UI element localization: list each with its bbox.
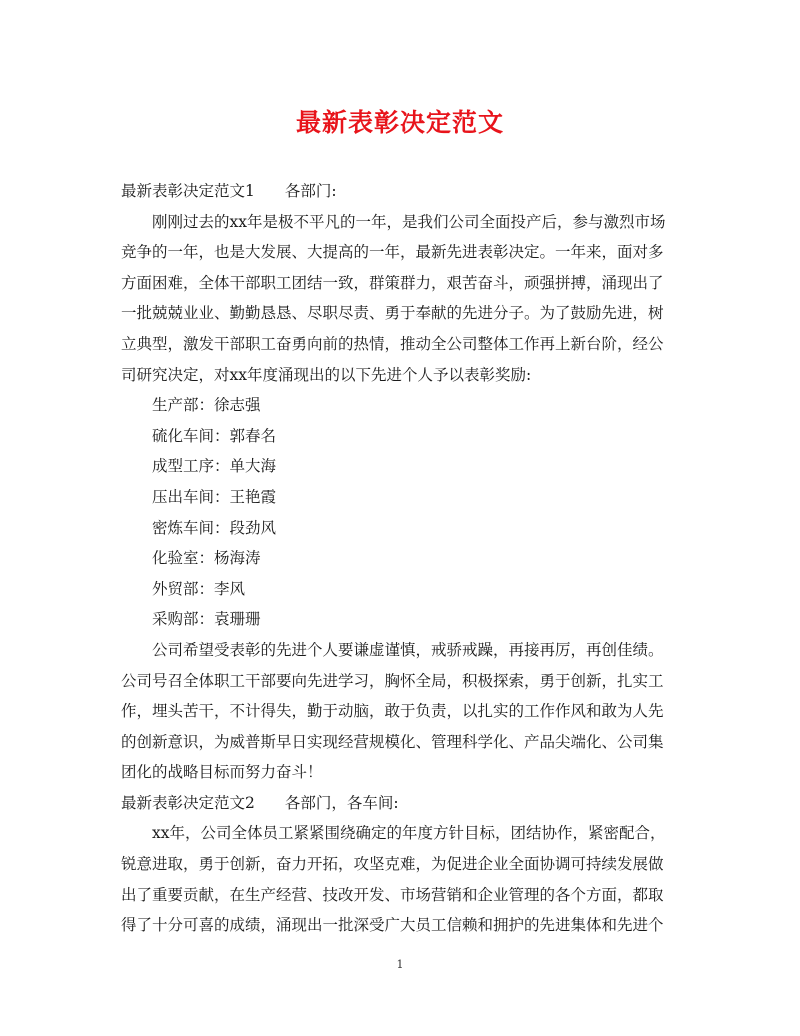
document-title: 最新表彰决定范文 — [295, 108, 504, 137]
paragraph-line: 司研究决定，对xx年度涌现出的以下先进个人予以表彰奖励: — [121, 365, 532, 384]
paragraph-line: 出了重要贡献，在生产经营、技改开发、市场营销和企业管理的各个方面，都取 — [121, 885, 664, 904]
award-item: 成型工序：单大海 — [152, 457, 277, 476]
award-item: 压出车间：王艳霞 — [152, 487, 277, 506]
award-item: 采购部：袁珊珊 — [152, 610, 261, 629]
section-heading — [121, 788, 681, 819]
paragraph-line: 方面困难，全体干部职工团结一致，群策群力，艰苦奋斗，顽强拼搏，涌现出了 — [121, 273, 664, 292]
paragraph-line: 作，埋头苦干，不计得失，勤于动脑，敢于负责，以扎实的工作作风和敢为人先 — [121, 702, 664, 721]
salutation: 各部门: — [284, 182, 337, 200]
paragraph-line: 一批兢兢业业、勤勤恳恳、尽职尽责、勇于奉献的先进分子。为了鼓励先进，树 — [121, 304, 664, 323]
section-title: 最新表彰决定范文1 — [121, 182, 255, 200]
section-title: 最新表彰决定范文2 — [121, 793, 255, 812]
document-body — [121, 176, 681, 941]
page-number: 1 — [396, 958, 404, 971]
salutation: 各部门，各车间: — [284, 793, 399, 812]
section-heading — [121, 176, 681, 207]
paragraph-line: 得了十分可喜的成绩，涌现出一批深受广大员工信赖和拥护的先进集体和先进个 — [121, 916, 664, 935]
paragraph-line: xx年，公司全体员工紧紧围绕确定的年度方针目标，团结协作，紧密配合， — [152, 824, 666, 843]
award-item: 密炼车间：段劲风 — [152, 518, 277, 537]
paragraph-line: 立典型，激发干部职工奋勇向前的热情，推动全公司整体工作再上新台阶，经公 — [121, 334, 664, 353]
award-item: 外贸部：李风 — [152, 579, 246, 598]
paragraph-line: 刚刚过去的xx年是极不平凡的一年，是我们公司全面投产后，参与激烈市场 — [152, 212, 666, 231]
paragraph-line: 公司号召全体职工干部要向先进学习，胸怀全局，积极探索，勇于创新，扎实工 — [121, 671, 664, 690]
paragraph-line: 锐意进取，勇于创新，奋力开拓，攻坚克难，为促进企业全面协调可持续发展做 — [121, 855, 664, 874]
paragraph-line: 公司希望受表彰的先进个人要谦虚谨慎，戒骄戒躁，再接再厉，再创佳绩。 — [152, 640, 664, 659]
award-item: 硫化车间：郭春名 — [152, 426, 277, 445]
award-item: 化验室：杨海涛 — [152, 549, 261, 568]
paragraph-line: 竞争的一年，也是大发展、大提高的一年，最新先进表彰决定。一年来，面对多 — [121, 243, 664, 262]
paragraph-line: 团化的战略目标而努力奋斗！ — [121, 763, 323, 782]
award-item: 生产部：徐志强 — [152, 396, 261, 415]
paragraph-line: 的创新意识，为威普斯早日实现经营规模化、管理科学化、产品尖端化、公司集 — [121, 732, 664, 751]
